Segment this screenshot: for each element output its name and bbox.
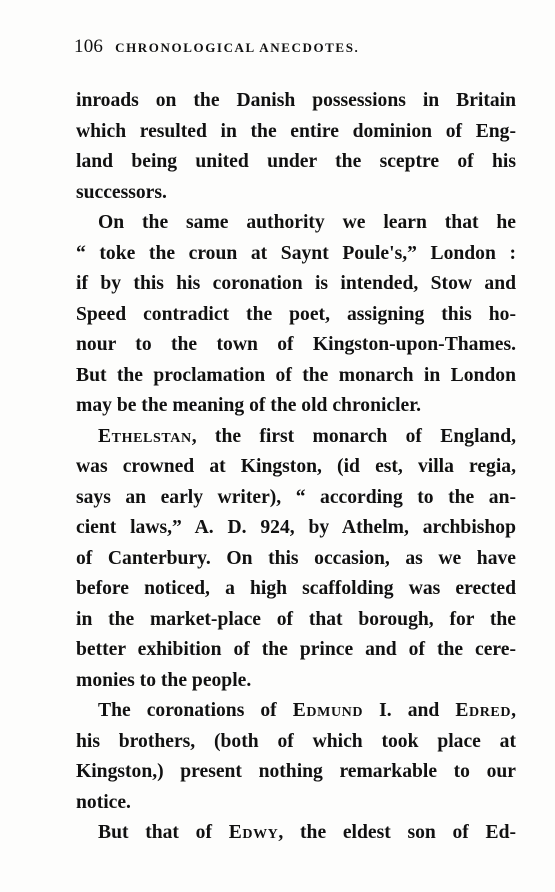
page-number: 106 <box>74 36 104 57</box>
text-line: was crowned at Kingston, (id est, villa regia, <box>76 456 516 477</box>
text-line: Kingston,) present nothing remarkable to our <box>76 761 516 782</box>
text-line: better exhibition of the prince and of the cere- <box>76 639 516 660</box>
text-line: successors. <box>76 181 167 203</box>
text-line: Speed contradict the poet, assigning this ho- <box>76 303 516 325</box>
text-line: his brothers, (both of which took place at <box>76 730 516 752</box>
text-line: monies to the people. <box>76 669 252 691</box>
text-line: in the market-place of that borough, for the <box>76 608 516 630</box>
text-line <box>76 818 516 849</box>
text-line: if by this his coronation is intended, Stow and <box>76 273 516 294</box>
text-line: land being united under the sceptre of his <box>76 151 516 172</box>
text-line: nour to the town of Kingston-upon-Thames. <box>76 334 516 355</box>
name-edmund: Edmund <box>292 700 364 721</box>
text-run: , <box>511 700 516 721</box>
text-line: which resulted in the entire dominion of Eng- <box>76 120 516 142</box>
text-line: cient laws,” A. D. 924, by Athelm, archbishop <box>76 517 516 538</box>
text-line: But the proclamation of the monarch in London <box>76 364 516 386</box>
text-line: “ toke the croun at Saynt Poule's,” London : <box>76 242 516 264</box>
name-edwy: Edwy <box>228 822 279 843</box>
text-run: , the eldest son of Ed- <box>278 822 516 843</box>
running-head <box>74 36 514 62</box>
name-edred: Edred <box>455 700 512 721</box>
text-run: The coronations of <box>98 700 293 721</box>
text-line <box>76 422 516 453</box>
text-line: of Canterbury. On this occasion, as we have <box>76 547 516 569</box>
name-ethelstan: Ethelstan <box>98 425 192 447</box>
text-line: says an early writer), “ according to the an- <box>76 486 516 508</box>
body-text <box>76 86 516 849</box>
text-line: notice. <box>76 791 131 813</box>
text-line: before noticed, a high scaffolding was erected <box>76 578 516 599</box>
text-line <box>76 696 516 727</box>
running-title: CHRONOLOGICAL ANECDOTES. <box>115 40 360 55</box>
text-run: , the first monarch of England, <box>191 425 516 447</box>
text-line: On the same authority we learn that he <box>98 212 516 233</box>
text-line: inroads on the Danish possessions in Britain <box>76 90 516 111</box>
text-run: But that of <box>98 822 229 843</box>
text-line: may be the meaning of the old chronicler. <box>76 395 422 416</box>
text-run: I. and <box>363 700 456 721</box>
